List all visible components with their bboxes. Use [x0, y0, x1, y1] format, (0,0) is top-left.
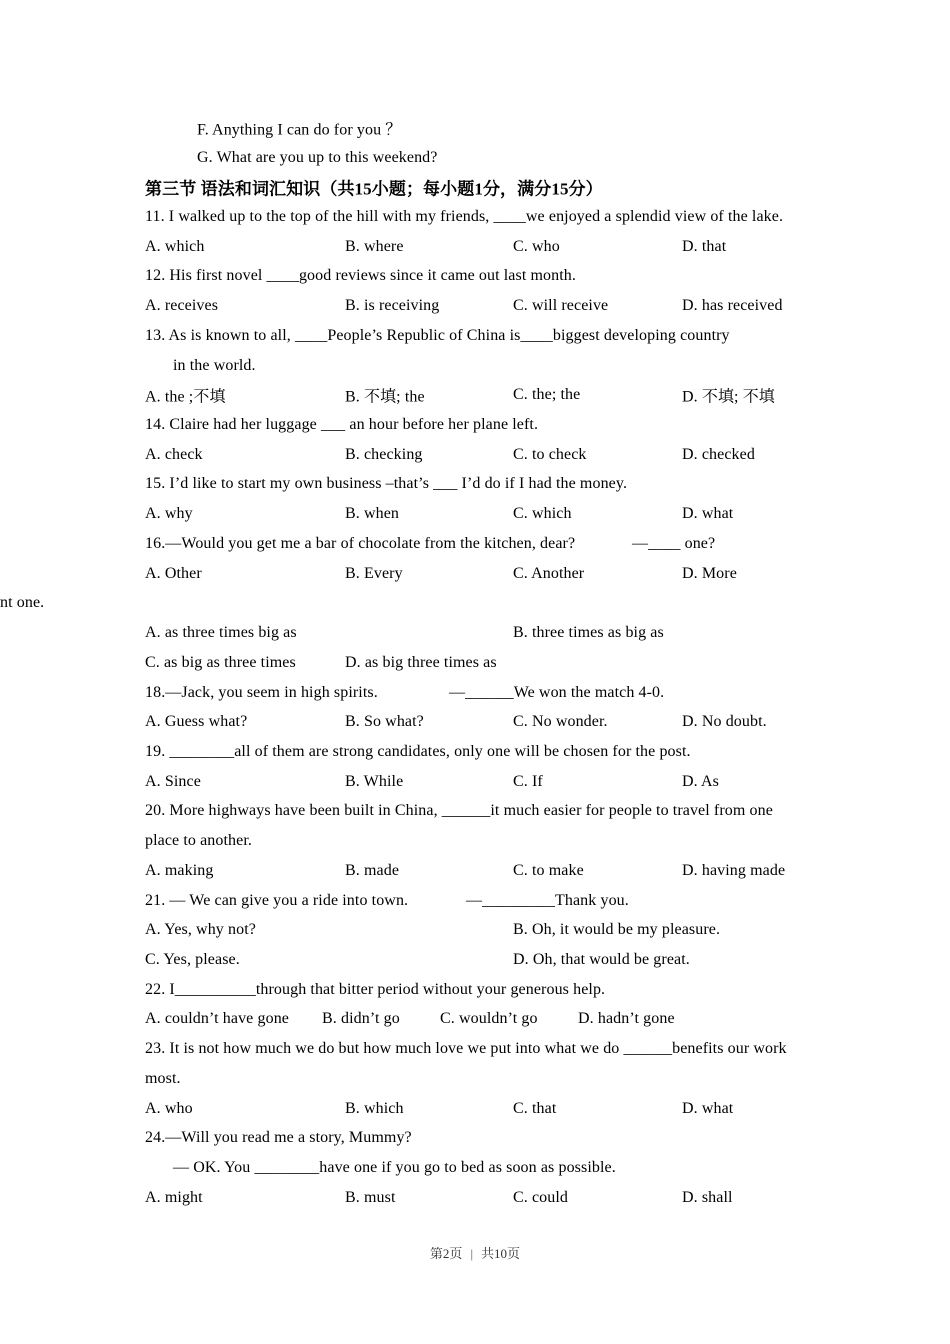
- question-q15-options-row-text: A. why: [145, 505, 193, 523]
- question-q12-options-row-text: B. is receiving: [345, 297, 440, 315]
- question-q22-options-row-text: C. wouldn’t go: [440, 1010, 538, 1028]
- question-q21-options-row: [145, 945, 805, 975]
- question-q24-options-row-text: A. might: [145, 1188, 203, 1206]
- section-header-text: 第三节 语法和词汇知识（共15小题；每小题1分，满分15分）: [145, 179, 603, 199]
- document-body: [0, 113, 805, 1253]
- question-q18-stem-text: 18.—Jack, you seem in high spirits.: [145, 683, 378, 701]
- question-q19-options-row-text: A. Since: [145, 772, 201, 790]
- question-q22-stem: [145, 975, 805, 1005]
- question-q19-stem: [145, 737, 805, 767]
- question-q20-options-row: [145, 856, 805, 886]
- question-q18-options-row: [145, 707, 805, 737]
- question-q18-options-row-text: B. So what?: [345, 713, 424, 731]
- page-footer: [0, 1243, 950, 1262]
- intro-option-line: [145, 113, 805, 143]
- question-q21-stem-text: 21. — We can give you a ride into town.: [145, 891, 409, 909]
- footer-separator: |: [470, 1246, 474, 1261]
- footer-page-number: 第2页: [429, 1246, 463, 1261]
- question-q24-options-row-text: C. could: [513, 1188, 569, 1206]
- footer-total-pages: 共10页: [481, 1246, 521, 1261]
- question-q16-options-row-text: D. More: [682, 564, 737, 582]
- question-q24-stem: [145, 1123, 805, 1153]
- question-q12-options-row-text: C. will receive: [513, 297, 609, 315]
- question-q23-options-row: [145, 1094, 805, 1124]
- question-q23-stem-text: most.: [145, 1069, 181, 1087]
- question-q16-stem-text: 16.—Would you get me a bar of chocolate from the kitchen, dear?: [145, 534, 576, 552]
- question-q18-options-row-text: A. Guess what?: [145, 713, 248, 731]
- question-q23-options-row-text: D. what: [682, 1099, 734, 1117]
- intro-option-line: [145, 143, 805, 173]
- question-q11-options-row: [145, 232, 805, 262]
- question-q24-options-row-text: D. shall: [682, 1188, 733, 1206]
- question-q23-stem-text: 23. It is not how much we do but how much love we put into what we do ______benefits our work: [145, 1040, 787, 1058]
- intro-option-line-text: F. Anything I can do for you ？: [197, 121, 402, 139]
- question-q24-stem-text: — OK. You ________have one if you go to bed as soon as possible.: [173, 1159, 616, 1177]
- question-q23-options-row-text: B. which: [345, 1099, 404, 1117]
- question-q24-stem: [145, 1153, 805, 1183]
- question-q14-options-row-text: C. to check: [513, 445, 587, 463]
- question-q17-options-row-text: D. as big three times as: [345, 653, 497, 671]
- question-q16-stem: [145, 529, 805, 559]
- question-q13-stem: [145, 351, 805, 381]
- question-q17-stem-text: nt one.: [0, 594, 45, 612]
- question-q16-options-row-text: B. Every: [345, 564, 403, 582]
- question-q14-options-row-text: A. check: [145, 445, 203, 463]
- intro-option-line-text: G. What are you up to this weekend?: [197, 148, 438, 166]
- question-q11-stem-text: 11. I walked up to the top of the hill with my friends, ____we enjoyed a splendid view of the lake.: [145, 208, 784, 226]
- question-q12-options-row-text: A. receives: [145, 297, 219, 315]
- question-q13-stem: [145, 321, 805, 351]
- question-q14-options-row-text: B. checking: [345, 445, 423, 463]
- question-q11-stem: [145, 202, 805, 232]
- question-q24-stem-text: 24.—Will you read me a story, Mummy?: [145, 1129, 412, 1147]
- question-q23-stem: [145, 1064, 805, 1094]
- question-q16-options-row-text: C. Another: [513, 564, 585, 582]
- question-q19-options-row-text: D. As: [682, 772, 719, 790]
- question-q15-stem-text: 15. I’d like to start my own business –that’s ___ I’d do if I had the money.: [145, 475, 628, 493]
- question-q17-options-row-text: A. as three times big as: [145, 624, 297, 642]
- question-q21-options-row-text: C. Yes, please.: [145, 951, 240, 969]
- question-q11-options-row-text: B. where: [345, 237, 404, 255]
- question-q17-options-row-text: C. as big as three times: [145, 653, 296, 671]
- question-q13-options-row-text: B. 不填; the: [345, 388, 425, 406]
- question-q17-stem: [0, 589, 805, 619]
- question-q20-options-row-text: A. making: [145, 861, 214, 879]
- question-q18-stem: [145, 678, 805, 708]
- question-q23-options-row-text: C. that: [513, 1099, 557, 1117]
- question-q15-options-row-text: C. which: [513, 505, 572, 523]
- question-q22-options-row: [145, 1005, 805, 1035]
- question-q12-options-row: [145, 291, 805, 321]
- question-q21-options-row-text: D. Oh, that would be great.: [513, 951, 690, 969]
- question-q19-options-row-text: C. If: [513, 772, 543, 790]
- question-q20-stem: [145, 797, 805, 827]
- question-q19-stem-text: 19. ________all of them are strong candidates, only one will be chosen for the post.: [145, 742, 691, 760]
- question-q16-options-row: [145, 559, 805, 589]
- question-q16-options-row-text: A. Other: [145, 564, 202, 582]
- question-q13-options-row-text: D. 不填; 不填: [682, 388, 775, 406]
- question-q21-options-row: [145, 915, 805, 945]
- question-q22-stem-text: 22. I__________through that bitter period without your generous help.: [145, 980, 606, 998]
- question-q22-options-row-text: D. hadn’t gone: [578, 1010, 675, 1028]
- question-q20-stem-text: place to another.: [145, 832, 252, 850]
- question-q14-options-row: [145, 440, 805, 470]
- question-q17-options-row: [145, 618, 805, 648]
- question-q18-options-row-text: D. No doubt.: [682, 713, 767, 731]
- question-q15-options-row-text: B. when: [345, 505, 400, 523]
- question-q17-options-row: [145, 648, 805, 678]
- question-q24-options-row-text: B. must: [345, 1188, 396, 1206]
- question-q11-options-row-text: C. who: [513, 237, 560, 255]
- question-q20-options-row-text: B. made: [345, 861, 400, 879]
- question-q20-options-row-text: C. to make: [513, 861, 584, 879]
- question-q19-options-row: [145, 767, 805, 797]
- question-q15-options-row: [145, 499, 805, 529]
- question-q23-options-row-text: A. who: [145, 1099, 193, 1117]
- question-q13-options-row-text: C. the; the: [513, 386, 581, 404]
- question-q21-stem: [145, 886, 805, 916]
- question-q19-options-row-text: B. While: [345, 772, 404, 790]
- question-q20-options-row-text: D. having made: [682, 861, 786, 879]
- question-q22-options-row-text: A. couldn’t have gone: [145, 1010, 289, 1028]
- question-q13-stem-text: 13. As is known to all, ____People’s Republic of China is____biggest developing country: [145, 326, 730, 344]
- question-q12-options-row-text: D. has received: [682, 297, 783, 315]
- question-q24-options-row: [145, 1183, 805, 1213]
- question-q21-options-row-text: A. Yes, why not?: [145, 921, 256, 939]
- question-q21-stem-text: —_________Thank you.: [466, 891, 629, 909]
- question-q20-stem-text: 20. More highways have been built in China, ______it much easier for people to travel from one: [145, 802, 773, 820]
- question-q20-stem: [145, 826, 805, 856]
- question-q11-options-row-text: D. that: [682, 237, 727, 255]
- question-q12-stem: [145, 262, 805, 292]
- question-q21-options-row-text: B. Oh, it would be my pleasure.: [513, 921, 721, 939]
- question-q15-stem: [145, 470, 805, 500]
- question-q13-options-row: [145, 380, 805, 410]
- question-q14-stem-text: 14. Claire had her luggage ___ an hour before her plane left.: [145, 416, 539, 434]
- question-q16-stem-text: —____ one?: [632, 534, 716, 552]
- question-q18-options-row-text: C. No wonder.: [513, 713, 608, 731]
- question-q13-stem-text: in the world.: [173, 356, 256, 374]
- question-q12-stem-text: 12. His first novel ____good reviews since it came out last month.: [145, 267, 576, 285]
- question-q15-options-row-text: D. what: [682, 505, 734, 523]
- section-header: [145, 172, 805, 202]
- question-q14-stem: [145, 410, 805, 440]
- question-q13-options-row-text: A. the ;不填: [145, 388, 226, 406]
- question-q14-options-row-text: D. checked: [682, 445, 755, 463]
- question-q22-options-row-text: B. didn’t go: [322, 1010, 400, 1028]
- question-q18-stem-text: —______We won the match 4-0.: [449, 683, 665, 701]
- question-q17-options-row-text: B. three times as big as: [513, 624, 664, 642]
- question-q11-options-row-text: A. which: [145, 237, 205, 255]
- question-q23-stem: [145, 1034, 805, 1064]
